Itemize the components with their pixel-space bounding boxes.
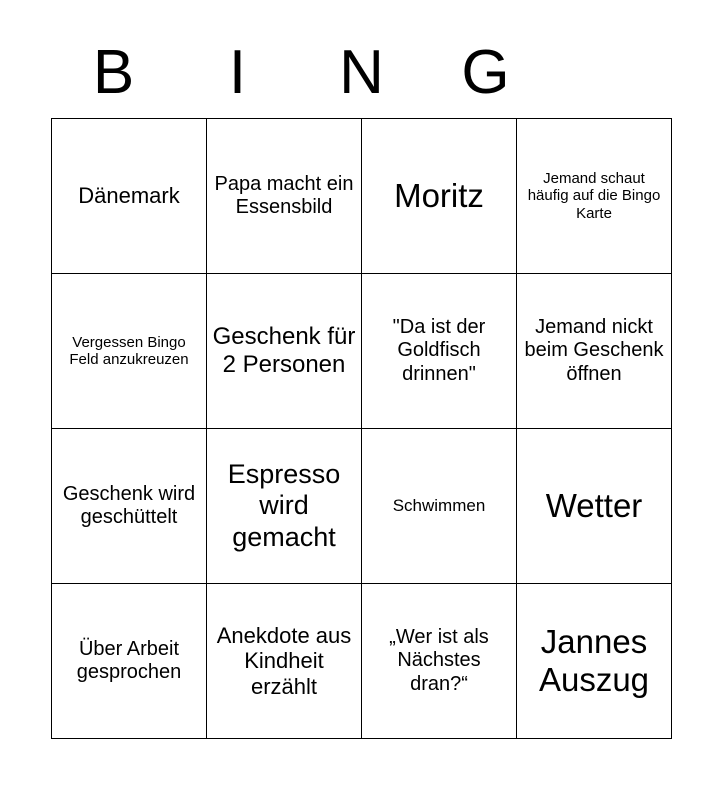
bingo-letter-n: N <box>339 38 384 107</box>
bingo-cell[interactable]: Jemand schaut häufig auf die Bingo Karte <box>517 119 672 274</box>
bingo-cell[interactable]: Jemand nickt beim Geschenk öffnen <box>517 274 672 429</box>
bingo-cell[interactable]: Wetter <box>517 429 672 584</box>
bingo-cell[interactable]: Papa macht ein Essensbild <box>207 119 362 274</box>
bingo-cell[interactable]: Vergessen Bingo Feld anzukreuzen <box>52 274 207 429</box>
bingo-cell[interactable]: Espresso wird gemacht <box>207 429 362 584</box>
bingo-cell[interactable]: Über Arbeit gesprochen <box>52 584 207 739</box>
bingo-cell[interactable]: Moritz <box>362 119 517 274</box>
bingo-cell[interactable]: Dänemark <box>52 119 207 274</box>
bingo-cell[interactable]: Schwimmen <box>362 429 517 584</box>
bingo-cell[interactable]: "Da ist der Goldfisch drinnen" <box>362 274 517 429</box>
bingo-row <box>52 429 672 584</box>
bingo-cell[interactable]: Geschenk wird geschüttelt <box>52 429 207 584</box>
bingo-row <box>52 119 672 274</box>
bingo-row <box>52 584 672 739</box>
bingo-row <box>52 274 672 429</box>
bingo-grid <box>51 118 672 739</box>
bingo-cell[interactable]: „Wer ist als Nächstes dran?“ <box>362 584 517 739</box>
bingo-title <box>52 0 672 118</box>
bingo-letter-i: I <box>228 38 247 107</box>
bingo-cell[interactable]: Anekdote aus Kindheit erzählt <box>207 584 362 739</box>
bingo-cell[interactable]: Jannes Auszug <box>517 584 672 739</box>
bingo-cell[interactable]: Geschenk für 2 Personen <box>207 274 362 429</box>
bingo-letter-g: G <box>461 38 510 107</box>
bingo-letter-b: B <box>92 38 135 107</box>
